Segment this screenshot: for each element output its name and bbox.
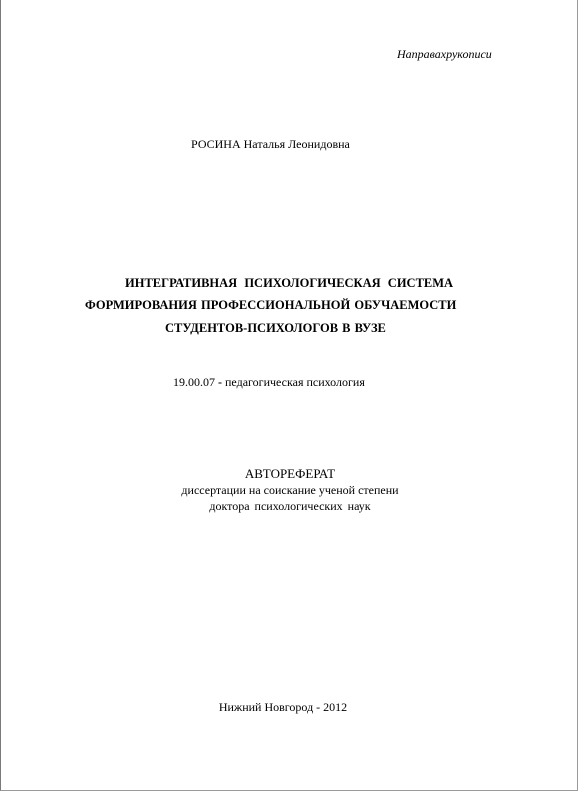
specialty-name: педагогическая психология <box>225 375 365 389</box>
document-type: АВТОРЕФЕРАТ <box>244 466 336 481</box>
title-line-1: ИНТЕГРАТИВНАЯ ПСИХОЛОГИЧЕСКАЯ СИСТЕМА <box>125 276 454 290</box>
title-line-2: ФОРМИРОВАНИЯ ПРОФЕССИОНАЛЬНОЙ ОБУЧАЕМОСТИ <box>85 298 457 312</box>
subtitle-line-2: доктора психологических наук <box>209 499 371 513</box>
city-year: Нижний Новгород - 2012 <box>218 700 348 714</box>
specialty-dash: - <box>215 375 225 389</box>
specialty-line <box>173 376 365 388</box>
title-line-3: СТУДЕНТОВ-ПСИХОЛОГОВ В ВУЗЕ <box>165 321 386 335</box>
subtitle-line-1: диссертации на соискание ученой степени <box>181 483 399 497</box>
author-name: РОСИНА Наталья Леонидовна <box>191 137 350 151</box>
specialty-code: 19.00.07 <box>173 375 215 389</box>
manuscript-note: Направахрукописи <box>397 47 492 61</box>
